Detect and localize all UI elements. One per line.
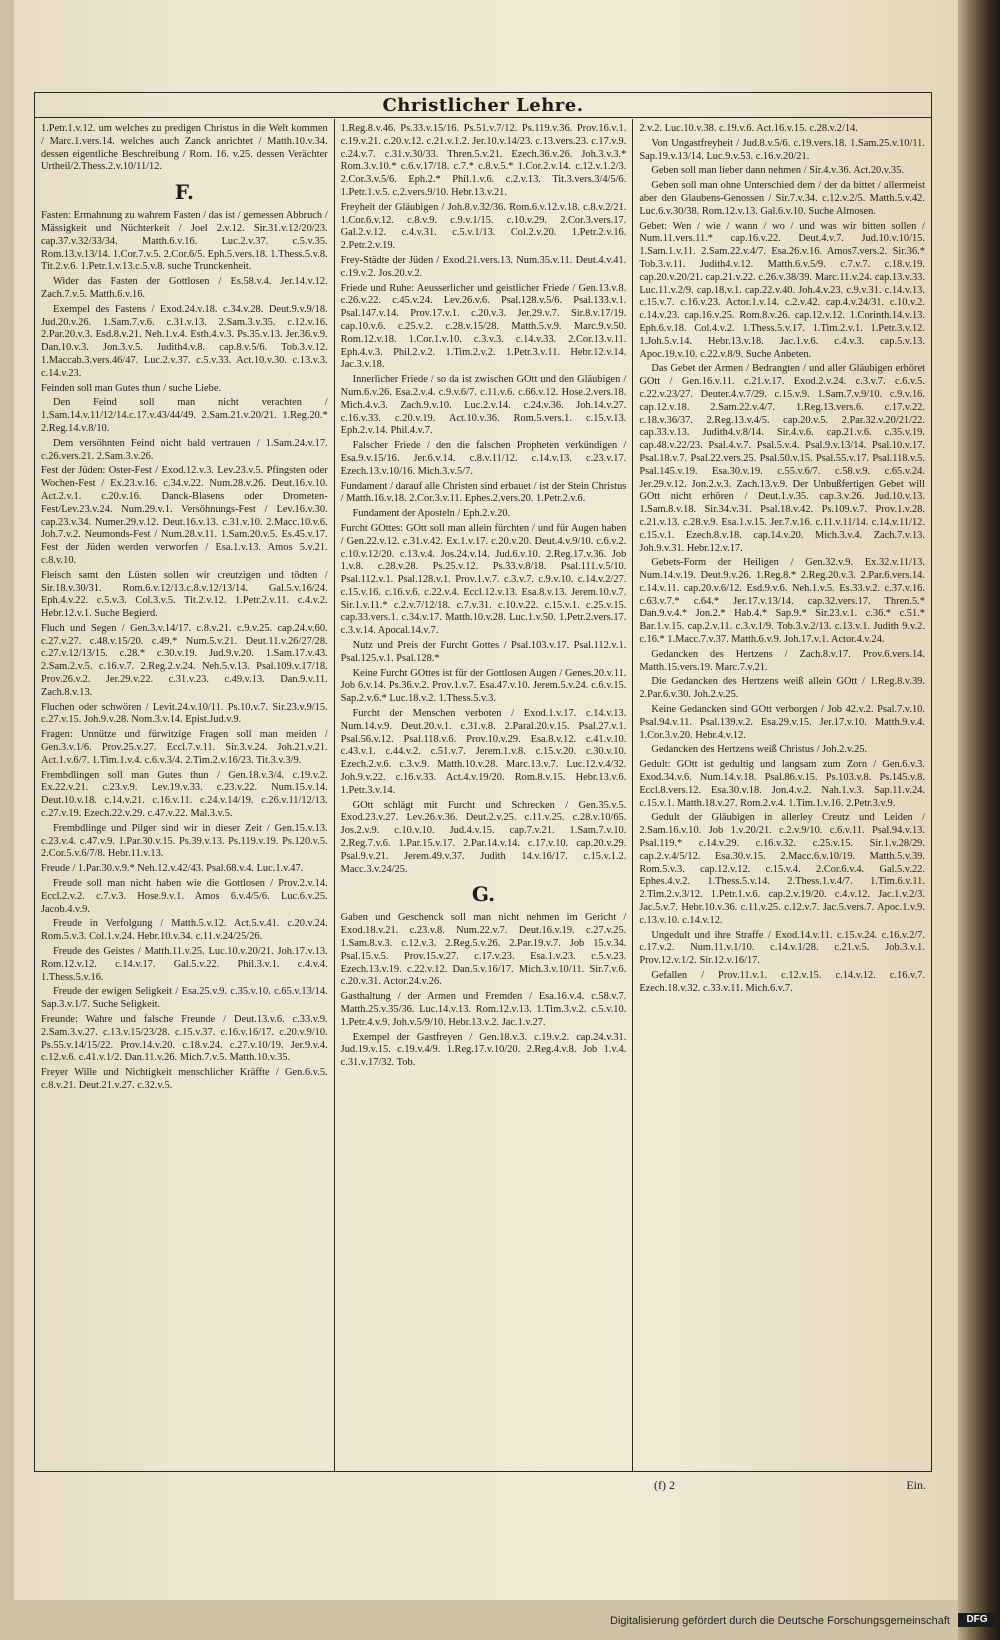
entry: Geben soll man lieber dann nehmen / Sir.4.v.36. Act.20.v.35. bbox=[651, 165, 904, 177]
entry: Fest der Jüden: Oster-Fest / Exod.12.v.3. Lev.23.v.5. Pfingsten oder Wochen-Fest / Ex.23.v.16. c.34.v.22. Num.28.v.26. Deut.16.v.10. Act.2.v.1. c.20.v.16. Danck-Blasens oder Drometen-Fest/Lev.23.v.24. Num.29.v.1. Versöhnungs-Fest / Lev.16.v.30. cap.23.v.34. Numer.29.v.12. Deut.16.v.13. c.31.v.10. 2.Macc.10.v.6. Joh.7.v.2. Neumonds-Fest / Num.28.v.11. 1.Sam.20.v.5. Es.45.v.17. Fest der Jüden werden verworfen / Esa.1.v.13. Amos 5.v.21. c.8.v.10. bbox=[41, 465, 328, 566]
entry: Gedancken des Hertzens weiß Christus / Joh.2.v.25. bbox=[651, 744, 868, 756]
page-footer bbox=[34, 1478, 932, 1498]
entry: Freude des Geistes / Matth.11.v.25. Luc.10.v.20/21. Joh.17.v.13. Rom.12.v.12. c.14.v.17. Gal.5.v.22. Phil.3.v.1. c.4.v.4. 1.Thess.5.v.16. bbox=[41, 946, 328, 983]
entry: Fleisch samt den Lüsten sollen wir creutzigen und tödten / Sir.18.v.30/31. Rom.6.v.12/13.c.8.v.12/13/14. Gal.5.v.16/24. Eph.4.v.22. c.5.v.3. Col.3.v.5. Tit.2.v.12. 1.Petr.2.v.11. c.4.v.2. Hebr.12.v.1. Suche Begierd. bbox=[41, 569, 328, 620]
book-binding bbox=[958, 0, 1000, 1640]
entry: Gebet: Wen / wie / wann / wo / und was wir bitten sollen / Num.11.vers.11.* cap.16.v.22. Deut.4.v.7. Jud.10.v.10/15. 1.Sam.1.v.11. 2.Sam.22.v.4/7. Esa.26.v.16. Amos7.vers.2. Sir.36.* Tob.3.v.11. Judith4.v.12. Matth.6.v.5/9. c.7.v.7. c.18.v.19. cap.20.v.20/21. cap.21.v.22. c.26.v.38/39. Marc.11.v.24. cap.13.v.33. Luc.11.v.2/9. cap.18.v.1. cap.22.v.40. Joh.4.v.23. c.9.v.31. c.14.v.13. c.15.v.7. c.16.v.23. Actor.1.v.14. c.2.v.42. cap.4.v.24/31. c.10.v.2. c.14.v.23. cap.16.v.25. Rom.8.v.26. cap.12.v.12. 1.Corinth.14.v.13. Eph.6.v.18. Col.4.v.2. 1.Thess.5.v.17. 1.Tim.2.v.1. 1.Petr.3.v.12. 1.Joh.5.v.14. Hebr.13.v.18. Jac.1.v.6. c.4.v.3. cap.5.v.13. Apoc.19.v.10. c.22.v.8/9. Suche Anbeten. bbox=[639, 220, 925, 360]
text-columns bbox=[35, 119, 931, 1471]
entry: Gaben und Geschenck soll man nicht nehmen im Gericht / Exod.18.v.21. c.23.v.8. Num.22.v.7. Deut.16.v.19. c.27.v.25. 1.Sam.8.v.3. c.12.v.3. 2.Reg.5.v.26. 2.Par.19.v.7. Job 15.v.34. Psal.15.v.5. Prov.15.v.27. c.17.v.23. Esa.1.v.23. c.5.v.23. Ezech.13.v.19. c.22.v.12. Dan.5.v.16/17. Mich.3.v.10/11. Sir.7.v.6. c.20.v.31. Actor.24.v.26. bbox=[340, 912, 627, 988]
page-title: Christlicher Lehre. bbox=[382, 95, 584, 116]
digitization-credit: Digitalisierung gefördert durch die Deutsche Forschungsgemeinschaft bbox=[610, 1615, 950, 1627]
entry: Fasten: Ermahnung zu wahrem Fasten / das ist / gemessen Abbruch / Mässigkeit und Nüchterkeit / Joel 2.v.12. Sir.31.v.12/20/23. cap.37.v.32/33/34. Matth.6.v.16. Luc.2.v.37. c.5.v.35. Rom.13.v.13/14. 1.Cor.7.v.5. 2.Cor.6/5. Eph.5.vers.18. 1.Thess.5.v.8. Tit.2.v.6. 1.Petr.1.v.13.c.5.v.8. suche Trunckenheit. bbox=[41, 210, 328, 273]
entry: 1.Petr.1.v.12. um welches zu predigen Christus in die Welt kommen / Marc.1.vers.14. welches auch Zanck anrichtet / Matth.10.v.34. dessen eigentliche Beschreibung / Rom. 16. v.25. dessen Verächter Urtheil/2.Thess.2.v.10/11/12. bbox=[41, 123, 328, 173]
entry: Nutz und Preis der Furcht Gottes / Psal.103.v.17. Psal.112.v.1. Psal.125.v.1. Psal.128.* bbox=[340, 640, 627, 664]
entry: Gebets-Form der Heiligen / Gen.32.v.9. Ex.32.v.11/13. Num.14.v.19. Deut.9.v.26. 1.Reg.8.* 2.Reg.20.v.3. 2.Par.6.vers.14. c.14.v.11. cap.20.v.6/12. Esd.9.v.6. Neh.1.v.5. Es.33.v.2. c.37.v.16. c.63.v.7.* c.64.* Jer.17.v.13/14. cap.32.vers.17. Thren.5.* Dan.9.v.4.* Jon.2.* Hab.4.* Sap.9.* Sir.23.v.1. c.36.* c.51.* Bar.1.v.15. cap.2.v.11. c.3.v.1/9. Tob.3.v.2/13. c.13.v.1. Judith 9.v.2. c.16.* 1.Macc.7.v.37. Matth.6.v.9. Joh.17.v.1. Actor.4.v.24. bbox=[639, 557, 925, 646]
column-right bbox=[632, 119, 931, 1471]
entry: Falscher Friede / den die falschen Propheten verkündigen / Esa.9.v.15/16. Jer.6.v.14. c.8.v.11/12. c.14.v.13. c.23.v.17. Ezech.13.v.10/16. Mich.3.v.5/7. bbox=[340, 440, 627, 477]
entry: Fluch und Segen / Gen.3.v.14/17. c.8.v.21. c.9.v.25. cap.24.v.60. c.27.v.27. c.48.v.15/20. c.49.* Num.5.v.21. Deut.11.v.26/27/28. c.27.v.12/13/15. c.28.* c.30.v.19. Jud.9.v.20. 1.Sam.17.v.43. 2.Sam.2.v.5. c.16.v.7. 2.Reg.2.v.24. Neh.5.v.13. Psal.109.v.17/18. Prov.26.v.2. Jer.29.v.22. c.31.v.23. c.49.v.13. Dan.9.v.11. Zach.8.v.13. bbox=[41, 622, 328, 698]
entry: Keine Furcht GOttes ist für der Gottlosen Augen / Genes.20.v.11. Job 6.v.14. Ps.36.v.2. Prov.1.v.7. Esa.47.v.10. Jerem.5.v.24. c.6.v.15. Sap.2.v.6.* Luc.18.v.2. 1.Thess.5.v.3. bbox=[340, 667, 627, 705]
entry: Exempel der Gastfreyen / Gen.18.v.3. c.19.v.2. cap.24.v.31. Jud.19.v.15. c.19.v.4/9. 1.Reg.17.v.10/20. 2.Reg.4.v.8. Job 1.v.4. c.31.v.17/32. Tob. bbox=[340, 1031, 627, 1069]
entry: Wider das Fasten der Gottlosen / Es.58.v.4. Jer.14.v.12. Zach.7.v.5. Matth.6.v.16. bbox=[41, 276, 328, 300]
entry: Frembdlinge und Pilger sind wir in dieser Zeit / Gen.15.v.13. c.23.v.4. c.47.v.9. 1.Par.30.v.15. Ps.39.v.13. Ps.119.v.19. Ps.120.v.5. 2.Cor.5.v.6/7/8. Hebr.11.v.13. bbox=[41, 822, 328, 860]
entry: Innerlicher Friede / so da ist zwischen GOtt und den Gläubigen / Num.6.v.26. Esa.2.v.4. c.9.v.6/7. c.11.v.6. c.66.v.12. Hose.2.vers.18. Mich.4.v.3. Zach.9.v.10. Luc.2.v.14. c.24.v.36. Joh.14.v.27. c.16.v.33. c.20.v.19. Act.10.v.36. Rom.5.vers.1. c.15.v.13. Eph.2.v.14. Phil.4.v.7. bbox=[340, 374, 627, 437]
book-page bbox=[14, 0, 958, 1600]
signature-mark: (f) 2 bbox=[654, 1478, 675, 1492]
entry: Exempel des Fastens / Exod.24.v.18. c.34.v.28. Deut.9.v.9/18. Jud.20.v.26. 1.Sam.7.v.6. c.31.v.13. 2.Sam.3.v.35. c.12.v.16. 2.Par.20.v.3. Esd.8.v.21. Neh.1.v.4. Esth.4.v.3. Ps.35.v.13. Jer.36.v.9. Dan.10.v.3. Jon.3.v.5. Judith4.v.8. cap.8.v.5/6. Tob.3.v.12. 1.Maccab.3.vers.46/47. Luc.2.v.37. c.5.v.33. Act.10.v.30. c.13.v.3. c.14.v.23. bbox=[41, 303, 328, 379]
section-letter-g: G. bbox=[471, 882, 496, 907]
entry: Freude soll man nicht haben wie die Gottlosen / Prov.2.v.14. Eccl.2.v.2. c.7.v.3. Hose.9.v.1. Amos 6.v.4/5/6. Luc.6.v.25. Jacob.4.v.9. bbox=[41, 878, 328, 915]
entry: Fundament der Aposteln / Eph.2.v.20. bbox=[352, 508, 511, 520]
entry: Gedult der Gläubigen in allerley Creutz und Leiden / 2.Sam.16.v.10. Job 1.v.20/21. c.2.v.9/10. c.6.v.11. Psal.94.v.13. Psal.119.* c.14.v.29. c.16.v.32. c.25.v.15. Sir.1.v.28/29. cap.2.v.4/5/12. Esa.30.v.15. 2.Macc.6.v.10/19. Matth.5.v.39. Rom.5.v.3. cap.12.v.12. c.15.v.4. 2.Cor.6.v.4. Gal.5.v.22. Ephes.4.v.2. 1.Thess.5.v.14. 2.Thess.1.v.4/7. 1.Tim.6.v.11. 2.Tim.2.v.3/12. 1.Petr.1.v.6. cap.2.v.19/20. c.4.v.12. Jac.1.v.2/3. Jac.5.v.7. Hebr.10.v.36. c.11.v.25. c.12.v.7. Jac.5.vers.7. Apoc.1.v.9. c.13.v.10. c.14.v.12. bbox=[639, 812, 925, 926]
entry: Fluchen oder schwören / Levit.24.v.10/11. Ps.10.v.7. Sir.23.v.9/15. c.27.v.15. Joh.9.v.28. Nom.3.v.14. Epist.Jud.v.9. bbox=[41, 701, 328, 726]
entry: Furcht GOttes: GOtt soll man allein fürchten / und für Augen haben / Gen.22.v.12. c.31.v.42. Ex.1.v.17. c.20.v.20. Deut.4.v.9/10. c.6.v.2. c.10.v.12/20. c.13.v.4. Jos.24.v.14. Jud.6.v.10. 2.Reg.17.v.36. Job 1.v.8. c.28.v.28. Ps.25.v.12. Ps.33.v.8/18. Psal.111.v.5/10. Psal.112.v.1. Psal.128.v.1. Prov.1.v.7. c.3.v.7. c.9.v.10. c.14.v.2/27. c.15.v.16. c.16.v.6. c.22.v.4. Eccl.12.v.13. Esa.8.v.13. Jerem.10.v.7. Sir.1.v.11.* c.2.v.7/12/18. c.7.v.31. c.10.v.22. c.15.v.1. c.25.v.15. cap.33.vers.1. c.34.v.17. Matth.10.v.28. Luc.1.v.50. 1.Petr.2.vers.17. c.3.v.14. Apocal.14.v.7. bbox=[340, 522, 627, 637]
section-letter-f: F. bbox=[174, 180, 194, 205]
entry: Von Ungastfreyheit / Jud.8.v.5/6. c.19.vers.18. 1.Sam.25.v.10/11. Sap.19.v.13/14. Luc.9.v.53. c.16.v.20/21. bbox=[639, 137, 925, 162]
entry: Freunde: Wahre und falsche Freunde / Deut.13.v.6. c.33.v.9. 2.Sam.3.v.27. c.13.v.15/23/28. c.15.v.37. c.16.v.16/17. c.20.v.9/10. Ps.55.v.14/15/22. Prov.14.v.20. c.18.v.24. c.27.v.10/19. Jer.9.v.4. c.12.v.6. c.41.v.1/2. Dan.11.v.26. Mich.7.v.5. Matth.10.v.35. bbox=[41, 1014, 328, 1064]
dfg-logo: DFG bbox=[958, 1613, 996, 1627]
column-middle bbox=[334, 119, 633, 1471]
entry: Die Gedancken des Hertzens weiß allein GOtt / 1.Reg.8.v.39. 2.Par.6.v.30. Joh.2.v.25. bbox=[639, 676, 925, 701]
entry: Gefallen / Prov.11.v.1. c.12.v.15. c.14.v.12. c.16.v.7. Ezech.18.v.32. c.33.v.11. Mich.6.v.7. bbox=[639, 970, 925, 994]
entry: Frembdlingen soll man Gutes thun / Gen.18.v.3/4. c.19.v.2. Ex.22.v.21. c.23.v.9. Lev.19.v.33. c.23.v.22. Num.15.v.14. Deut.10.v.18. c.14.v.21. c.16.v.11. c.24.v.14/19. c.26.v.11/12/13. c.27.v.19. Ezech.22.v.29. c.47.v.22. Mal.3.v.5. bbox=[41, 769, 328, 820]
entry: Gedult: GOtt ist gedultig und langsam zum Zorn / Gen.6.v.3. Exod.34.v.6. Num.14.v.18. Psal.86.v.15. Ps.103.v.8. Ps.145.v.8. Eccl.8.vers.12. Esa.30.v.18. Jon.4.v.2. Nah.1.v.3. Sap.11.v.24. c.15.v.1. Matth.18.v.27. Rom.2.v.4. 1.Tim.1.v.16. 2.Petr.3.v.9. bbox=[639, 759, 925, 809]
entry: Den Feind soll man nicht verachten / 1.Sam.14.v.11/12/14.c.17.v.43/44/49. 2.Sam.21.v.20/21. 1.Reg.20.* 2.Reg.14.v.8/10. bbox=[41, 397, 328, 434]
entry: GOtt schlägt mit Furcht und Schrecken / Gen.35.v.5. Exod.23.v.27. Lev.26.v.36. Deut.2.v.25. c.11.v.25. c.28.v.10/65. Jos.2.v.9. c.10.v.10. Jud.4.v.15. cap.7.v.21. 1.Sam.7.v.10. 2.Reg.7.v.6. 1.Par.15.v.17. 2.Par.14.v.14. c.17.v.10. cap.20.v.29. Psal.9.v.21. Jerem.49.v.37. Judith 14.v.16/17. c.15.v.1.2. Macc.3.v.24/25. bbox=[340, 799, 627, 875]
entry: Freyheit der Gläubigen / Joh.8.v.32/36. Rom.6.v.12.v.18. c.8.v.2/21. 1.Cor.6.v.12. c.8.v.9. c.9.v.1/15. c.10.v.29. 2.Cor.3.vers.17. Gal.2.v.12. c.4.v.31. c.5.v.1/13. Col.2.v.20. 1.Petr.2.v.16. 2.Petr.2.v.19. bbox=[340, 201, 627, 252]
entry: Gedancken des Hertzens / Zach.8.v.17. Prov.6.vers.14. Matth.15.vers.19. Marc.7.v.21. bbox=[639, 648, 925, 673]
entry: Ungedult und ihre Straffe / Exod.14.v.11. c.15.v.24. c.16.v.2/7. c.17.v.2. Num.11.v.1/10. c.14.v.1/28. c.21.v.5. Job.3.v.1. Prov.12.v.1/2. Sir.12.v.16/17. bbox=[639, 929, 925, 967]
entry: Gasthaltung / der Armen und Fremden / Esa.16.v.4. c.58.v.7. Matth.25.v.35/36. Luc.14.v.13. Rom.12.v.13. 1.Tim.3.v.2. c.5.v.10. 1.Petr.4.v.9. Joh.v.5/9/10. Hebr.13.v.2. Jac.1.v.27. bbox=[340, 991, 627, 1028]
entry: Furcht der Menschen verboten / Exod.1.v.17. c.14.v.13. Num.14.v.9. Deut.20.v.1. c.31.v.8. 2.Paral.20.v.15. Psal.27.v.1. Psal.56.v.12. Psal.118.v.6. Prov.10.v.29. Esa.8.v.12. c.41.v.10. c.43.v.1. c.44.v.2. c.51.v.7. Jerem.1.v.8. c.15.v.20. c.30.v.10. Ezech.2.v.6. c.3.v.9. Matth.10.v.28. Marc.13.v.7. Luc.12.v.4/32. Joh.9.v.22. c.16.v.33. Act.4.v.19/20. Rom.8.v.15. Hebr.13.v.6. 1.Petr.3.v.14. bbox=[340, 708, 627, 796]
entry: Fundament / darauf alle Christen sind erbauet / ist der Stein Christus / Matth.16.v.18. 2.Cor.3.v.11. Ephes.2.vers.20. 1.Petr.2.v.6. bbox=[340, 480, 627, 505]
entry: Freude der ewigen Seligkeit / Esa.25.v.9. c.35.v.10. c.65.v.13/14. Sap.3.v.1/7. Suche Seligkeit. bbox=[41, 986, 328, 1011]
catchword: Ein. bbox=[906, 1478, 926, 1492]
entry: Freude in Verfolgung / Matth.5.v.12. Act.5.v.41. c.20.v.24. Rom.5.v.3. Col.1.v.24. Hebr.10.v.34. c.11.v.24/25/26. bbox=[41, 918, 328, 943]
entry: 1.Reg.8.v.46. Ps.33.v.15/16. Ps.51.v.7/12. Ps.119.v.36. Prov.16.v.1. c.19.v.21. c.20.v.12. c.21.v.1.2. Jer.10.v.14/23. c.13.vers.23. c.17.v.9. c.24.v.7. c.31.v.30/33. Thren.5.v.21. Ezech.36.v.26. Joh.3.v.3.* Rom.3.v.10.* c.6.v.17/18. c.7.* c.8.v.5.* 1.Cor.2.v.14. c.12.v.1.2/3. 2.Cor.3.v.5/6. Eph.2.* Phil.1.v.6. c.2.v.13. Tit.3.vers.3/4/5/6. 1.Petr.1.v.5. c.2.vers.9/10. Hebr.13.v.21. bbox=[340, 123, 627, 198]
entry: Keine Gedancken sind GOtt verborgen / Job 42.v.2. Psal.7.v.10. Psal.94.v.11. Psal.139.v.2. Esa.29.v.15. Jer.17.v.10. Matth.9.v.4. 1.Cor.3.v.20. Hebr.4.v.12. bbox=[639, 704, 925, 741]
entry: Friede und Ruhe: Aeusserlicher und geistlicher Friede / Gen.13.v.8. c.26.v.22. c.45.v.24. Lev.26.v.6. Psal.128.v.5/6. Psal.133.v.1. Psal.147.v.14. Prov.17.v.1. c.20.v.3. Jer.29.v.7. Sir.8.v.17/19. cap.10.v.6. c.25.v.2. c.28.v.15/28. Matth.5.v.9. Marc.9.v.50. Rom.12.v.18. 1.Cor.1.v.10. c.3.v.3. c.14.v.33. 2.Cor.13.v.11. Eph.4.v.3. Phil.2.v.2. 1.Tim.2.v.2. 1.Petr.3.v.11. Hebr.12.v.14. Jac.3.v.18. bbox=[340, 282, 627, 371]
entry: Frey-Städte der Jüden / Exod.21.vers.13. Num.35.v.11. Deut.4.v.41. c.19.v.2. Jos.20.v.2. bbox=[340, 254, 627, 279]
entry: Freyer Wille und Nichtigkeit menschlicher Kräffte / Gen.6.v.5. c.8.v.21. Deut.21.v.27. c.32.v.5. bbox=[41, 1067, 328, 1091]
entry: Das Gebet der Armen / Bedrangten / und aller Gläubigen erhöret GOtt / Gen.16.v.11. c.21.v.17. Exod.2.v.24. c.3.v.7. c.6.v.5. c.22.v.23/27. Deuter.4.v.7/29. c.15.v.9. 1.Sam.7.v.9/10. c.9.v.16. cap.12.v.18. 2.Sam.22.v.4/7. 1.Reg.13.vers.6. c.17.v.22. c.18.v.36/37. 2.Reg.13.v.4/5. cap.20.v.5. 2.Par.32.v.20/21/22. cap.33.v.13. Judith4.v.8/14. Sir.4.v.6. cap.21.v.6. c.35.v.19. cap.48.v.22/23. Psal.4.v.7. Psal.5.v.4. Psal.9.v.13/14. Psal.10.v.17. Psal.18.v.7. Psal.22.vers.25. Psal.50.v.15. Psal.55.v.17. Psal.118.v.5. Psal.145.v.19. Esa.30.v.19. c.55.v.6/7. c.58.v.9. c.65.v.24. Jer.29.v.12. Jon.2.v.3. Zach.13.v.9. Der Unbußfertigen Gebet will GOtt nicht erhören / Deut.1.v.35. cap.3.v.26. Jud.10.v.13. 1.Sam.8.v.18. Sir.34.v.31. Psal.18.v.42. Ps.109.v.7. Prov.1.v.28. c.21.v.13. c.28.v.9. Esa.1.v.15. Jer.7.v.16. c.11.v.11/14. c.14.v.11/12. c.15.v.1. Ezech.8.v.18. cap.14.v.20. Mich.3.v.4. Zach.7.v.13. Joh.9.v.31. Hebr.12.v.17. bbox=[639, 363, 925, 554]
text-frame bbox=[34, 92, 932, 1472]
entry: Geben soll man ohne Unterschied dem / der da bittet / allermeist aber den Glaubens-Genossen / Sir.7.v.34. c.12.v.2/5. Matth.5.v.42. Luc.6.v.30/38. Rom.12.v.13. Gal.6.v.10. Suche Almosen. bbox=[639, 180, 925, 217]
entry: 2.v.2. Luc.10.v.38. c.19.v.6. Act.16.v.15. c.28.v.2/14. bbox=[639, 123, 858, 134]
entry: Dem versöhnten Feind nicht bald vertrauen / 1.Sam.24.v.17. c.26.vers.21. 2.Sam.3.v.26. bbox=[41, 437, 328, 462]
running-header bbox=[35, 93, 931, 118]
entry: Feinden soll man Gutes thun / suche Liebe. bbox=[41, 382, 222, 394]
entry: Fragen: Unnütze und fürwitzige Fragen soll man meiden / Gen.3.v.1/6. Prov.25.v.27. Eccl.7.v.11. Sir.3.v.24. Joh.21.v.21. Act.1.v.6/7. 1.Tim.1.v.4. c.6.v.3/4. 2.Tim.2.v.16/23. Tit.3.v.3/9. bbox=[41, 729, 328, 766]
entry: Freude / 1.Par.30.v.9.* Neh.12.v.42/43. Psal.68.v.4. Luc.1.v.47. bbox=[41, 863, 304, 875]
column-left bbox=[35, 119, 334, 1471]
